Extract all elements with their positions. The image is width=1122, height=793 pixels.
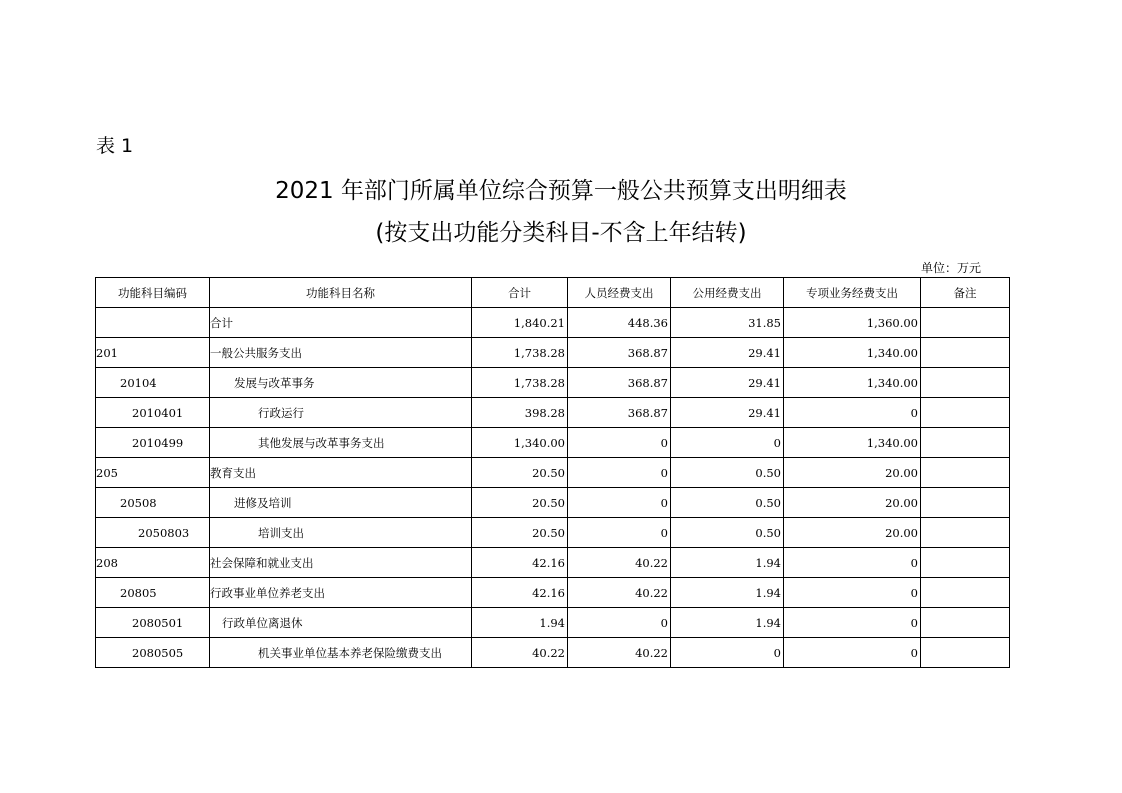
cell-personnel: 40.22 — [568, 638, 671, 668]
table-row — [96, 428, 1010, 458]
cell-special: 0 — [784, 638, 921, 668]
cell-special: 1,340.00 — [784, 428, 921, 458]
cell-public: 0 — [671, 428, 784, 458]
cell-special: 1,360.00 — [784, 308, 921, 338]
cell-code: 208 — [96, 548, 210, 578]
cell-code: 20508 — [96, 488, 210, 518]
cell-public: 0.50 — [671, 458, 784, 488]
cell-note — [921, 338, 1010, 368]
cell-public: 0.50 — [671, 518, 784, 548]
cell-public: 1.94 — [671, 548, 784, 578]
table-row — [96, 578, 1010, 608]
table-row — [96, 398, 1010, 428]
cell-special: 0 — [784, 548, 921, 578]
cell-code: 2010499 — [96, 428, 210, 458]
cell-name: 社会保障和就业支出 — [210, 548, 472, 578]
cell-personnel: 448.36 — [568, 308, 671, 338]
cell-special: 1,340.00 — [784, 368, 921, 398]
table-row — [96, 548, 1010, 578]
header-note: 备注 — [921, 278, 1010, 308]
header-total: 合计 — [472, 278, 568, 308]
cell-total: 40.22 — [472, 638, 568, 668]
header-personnel: 人员经费支出 — [568, 278, 671, 308]
cell-public: 0 — [671, 638, 784, 668]
table-number: 表 1 — [96, 135, 134, 157]
cell-total: 1.94 — [472, 608, 568, 638]
cell-special: 0 — [784, 578, 921, 608]
cell-personnel: 40.22 — [568, 578, 671, 608]
cell-total: 42.16 — [472, 578, 568, 608]
cell-special: 20.00 — [784, 518, 921, 548]
cell-public: 1.94 — [671, 608, 784, 638]
budget-table — [95, 277, 1010, 668]
cell-total: 20.50 — [472, 518, 568, 548]
table-row — [96, 488, 1010, 518]
table-header-row — [96, 278, 1010, 308]
document-subtitle: (按支出功能分类科目-不含上年结转) — [375, 220, 747, 246]
cell-code: 2080501 — [96, 608, 210, 638]
cell-name: 培训支出 — [210, 518, 472, 548]
header-name: 功能科目名称 — [210, 278, 472, 308]
cell-note — [921, 608, 1010, 638]
table-row — [96, 308, 1010, 338]
cell-name: 教育支出 — [210, 458, 472, 488]
cell-personnel: 368.87 — [568, 398, 671, 428]
cell-special: 1,340.00 — [784, 338, 921, 368]
table-row — [96, 458, 1010, 488]
cell-note — [921, 398, 1010, 428]
table-row — [96, 638, 1010, 668]
cell-note — [921, 518, 1010, 548]
table-row — [96, 368, 1010, 398]
cell-code: 2080505 — [96, 638, 210, 668]
cell-name: 进修及培训 — [210, 488, 472, 518]
table-row — [96, 518, 1010, 548]
cell-personnel: 40.22 — [568, 548, 671, 578]
table-row — [96, 338, 1010, 368]
cell-public: 29.41 — [671, 368, 784, 398]
cell-code: 2010401 — [96, 398, 210, 428]
cell-public: 1.94 — [671, 578, 784, 608]
cell-total: 20.50 — [472, 488, 568, 518]
cell-code: 205 — [96, 458, 210, 488]
cell-note — [921, 578, 1010, 608]
cell-code: 2050803 — [96, 518, 210, 548]
cell-name: 行政事业单位养老支出 — [210, 578, 472, 608]
cell-special: 20.00 — [784, 488, 921, 518]
cell-personnel: 0 — [568, 488, 671, 518]
cell-personnel: 368.87 — [568, 368, 671, 398]
cell-total: 1,738.28 — [472, 338, 568, 368]
cell-code: 20805 — [96, 578, 210, 608]
cell-total: 1,340.00 — [472, 428, 568, 458]
cell-special: 0 — [784, 398, 921, 428]
cell-public: 31.85 — [671, 308, 784, 338]
cell-name: 发展与改革事务 — [210, 368, 472, 398]
cell-note — [921, 548, 1010, 578]
cell-total: 20.50 — [472, 458, 568, 488]
cell-special: 0 — [784, 608, 921, 638]
cell-name: 行政单位离退休 — [210, 608, 472, 638]
header-code: 功能科目编码 — [96, 278, 210, 308]
cell-note — [921, 458, 1010, 488]
table-row — [96, 608, 1010, 638]
cell-name: 其他发展与改革事务支出 — [210, 428, 472, 458]
header-public: 公用经费支出 — [671, 278, 784, 308]
cell-personnel: 368.87 — [568, 338, 671, 368]
cell-special: 20.00 — [784, 458, 921, 488]
cell-name: 行政运行 — [210, 398, 472, 428]
unit-label: 单位：万元 — [921, 261, 982, 275]
cell-note — [921, 488, 1010, 518]
cell-total: 42.16 — [472, 548, 568, 578]
cell-total: 1,738.28 — [472, 368, 568, 398]
cell-name: 一般公共服务支出 — [210, 338, 472, 368]
cell-name: 合计 — [210, 308, 472, 338]
cell-personnel: 0 — [568, 458, 671, 488]
header-special: 专项业务经费支出 — [784, 278, 921, 308]
cell-total: 1,840.21 — [472, 308, 568, 338]
cell-public: 29.41 — [671, 398, 784, 428]
cell-note — [921, 428, 1010, 458]
cell-note — [921, 638, 1010, 668]
cell-code — [96, 308, 210, 338]
cell-personnel: 0 — [568, 518, 671, 548]
document-title: 2021 年部门所属单位综合预算一般公共预算支出明细表 — [275, 178, 847, 204]
cell-code: 201 — [96, 338, 210, 368]
cell-code: 20104 — [96, 368, 210, 398]
cell-personnel: 0 — [568, 608, 671, 638]
cell-name: 机关事业单位基本养老保险缴费支出 — [210, 638, 472, 668]
cell-public: 0.50 — [671, 488, 784, 518]
cell-public: 29.41 — [671, 338, 784, 368]
cell-total: 398.28 — [472, 398, 568, 428]
cell-note — [921, 368, 1010, 398]
cell-note — [921, 308, 1010, 338]
cell-personnel: 0 — [568, 428, 671, 458]
